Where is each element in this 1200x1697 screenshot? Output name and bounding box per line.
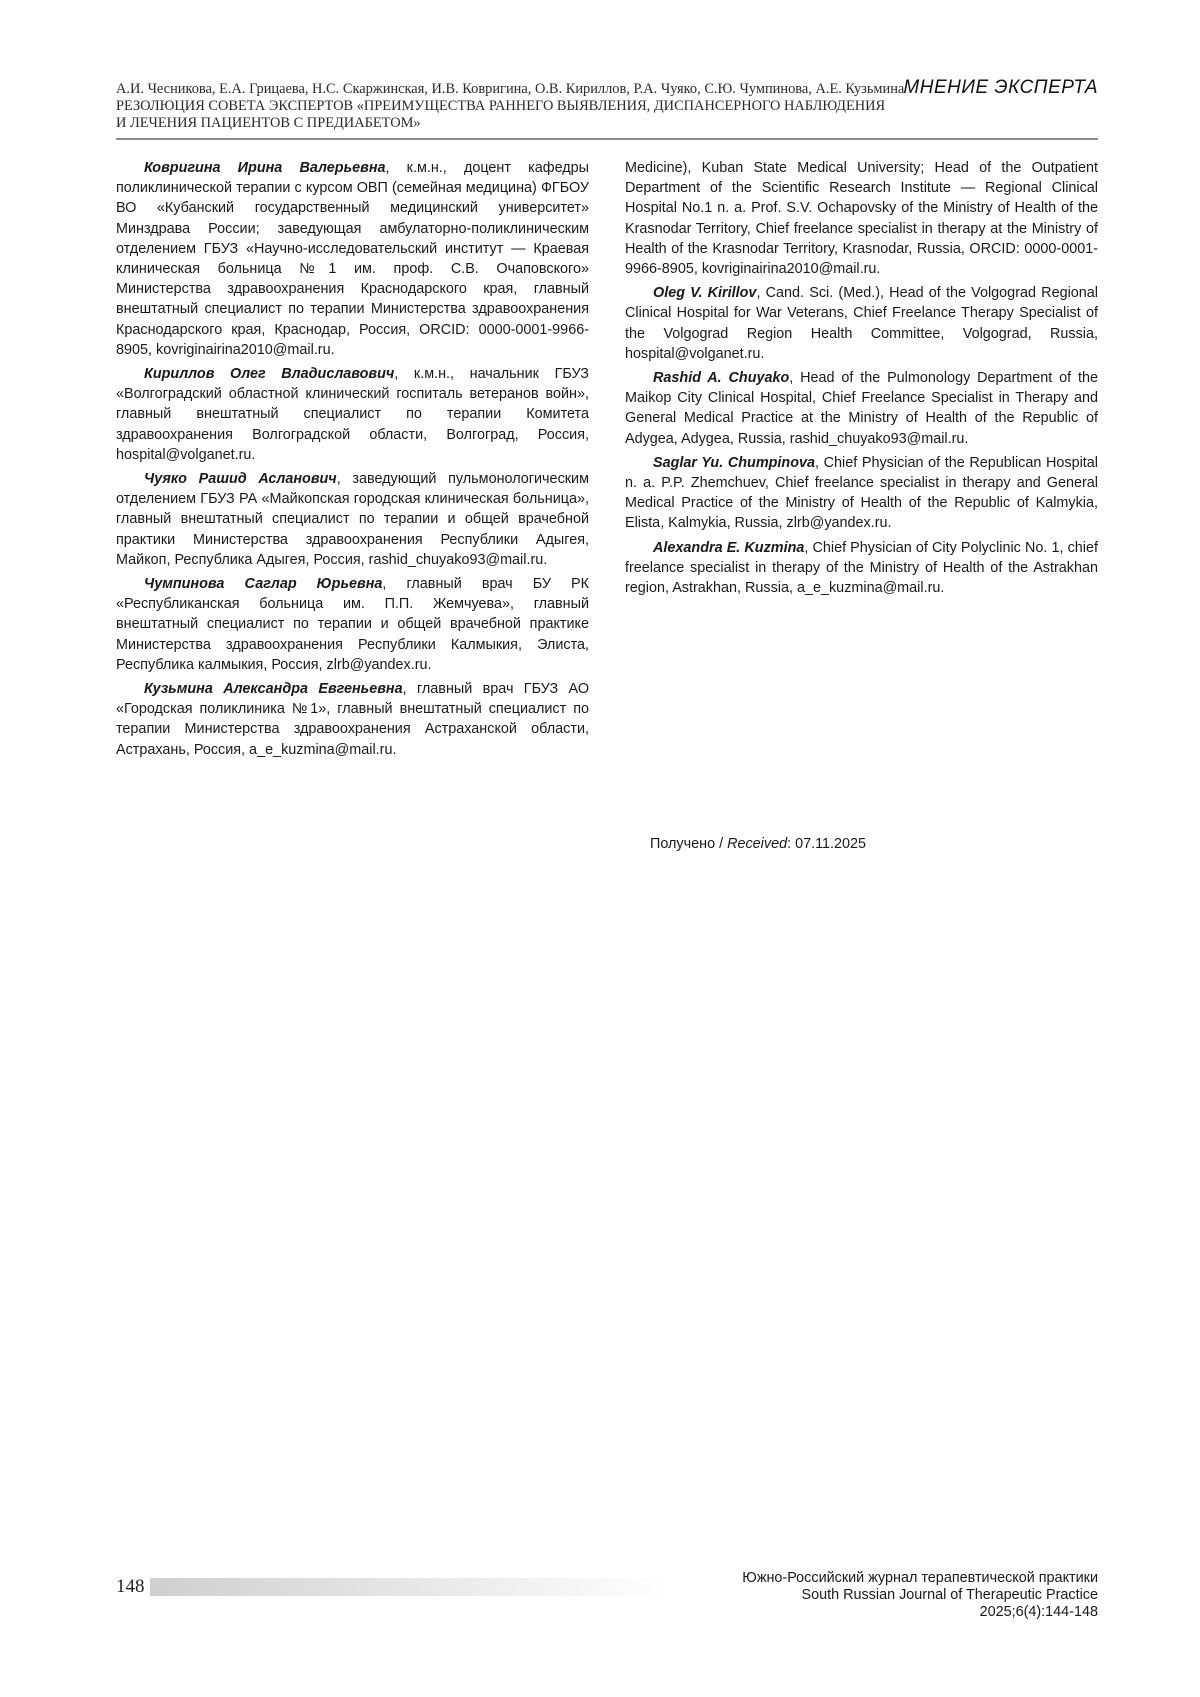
header-article-title xyxy=(116,98,916,132)
author-details: , главный врач ГБУЗ АО «Городская поликлиника №1», главный внештатный специалист по терапии Министерства здравоохранения Астраханской области, Астрахань, Россия, a_e_kuzmina@mail.ru. xyxy=(116,681,590,758)
header-divider xyxy=(116,138,1098,140)
received-label-en: Received xyxy=(727,836,788,852)
received-date xyxy=(650,834,866,854)
author-name: Saglar Yu. Chumpinova xyxy=(653,454,816,471)
author-entry-en xyxy=(625,283,1098,364)
author-name: Чуяко Рашид Асланович xyxy=(144,471,337,488)
author-info-en-column xyxy=(625,158,1098,602)
author-name: Ковригина Ирина Валерьевна xyxy=(144,160,386,176)
author-name: Кириллов Олег Владиславович xyxy=(144,366,395,383)
author-details: , заведующий пульмонологическим отделением ГБУЗ РА «Майкопская городская клиническая больница», главный внештатный специалист по терапии и общей врачебной практики Министерства здравоохранения Республики Адыгея, Майкоп, Республика Адыгея, Россия, rashid_chuyako93@mail.ru. xyxy=(116,471,589,568)
author-entry-ru xyxy=(116,574,589,675)
journal-name-en: South Russian Journal of Therapeutic Practice xyxy=(801,1587,1098,1603)
received-label-ru: Получено xyxy=(650,836,716,852)
author-name: Oleg V. Kirillov xyxy=(653,285,757,302)
header-authors: А.И. Чесникова, Е.А. Грицаева, Н.С. Скаржинская, И.В. Ковригина, О.В. Кириллов, Р.А. Чуяко, С.Ю. Чумпинова, А.Е. Кузьмина xyxy=(116,81,905,97)
section-label: МНЕНИЕ ЭКСПЕРТА xyxy=(903,77,1098,98)
author-entry-ru xyxy=(116,364,589,465)
author-name: Кузьмина Александра Евгеньевна xyxy=(144,681,403,698)
page-number: 148 xyxy=(116,1576,145,1597)
header-title-line-2: И ЛЕЧЕНИЯ ПАЦИЕНТОВ С ПРЕДИАБЕТОМ» xyxy=(116,115,421,131)
author-entry-en xyxy=(625,368,1098,449)
received-separator: / xyxy=(715,836,728,852)
author-name: Чумпинова Саглар Юрьевна xyxy=(144,576,383,593)
author-entry-ru xyxy=(116,158,589,360)
author-details: , Cand. Sci. (Med.), Head of the Volgograd Regional Clinical Hospital for War Veterans, Chief Freelance Therapy Specialist of the Volgograd Region Health Committee, Volgograd, Russia, hospital@volganet.ru. xyxy=(625,285,1098,362)
author-entry-en xyxy=(625,538,1098,599)
author-details: , к.м.н., начальник ГБУЗ «Волгоградский областной клинический госпиталь ветеранов войн», главный внештатный специалист по терапии Комитета здравоохранения Волгоградской области, Волгоград, Россия, hospital@volganet.ru. xyxy=(116,366,589,463)
author-entry-ru xyxy=(116,469,589,570)
footer-gradient-bar xyxy=(150,1578,670,1596)
author-details: , главный врач БУ РК «Республиканская больница им. П.П. Жемчуева», главный внештатный специалист по терапии и общей врачебной практике Министерства здравоохранения Республики Калмыкия, Элиста, Республика калмыкия, Россия, zlrb@yandex.ru. xyxy=(116,576,589,673)
journal-footer xyxy=(742,1570,1098,1621)
author-entry-ru xyxy=(116,679,589,760)
received-date-value: 07.11.2025 xyxy=(795,836,867,852)
author-info-ru-column xyxy=(116,158,589,764)
author-name: Alexandra E. Kuzmina xyxy=(653,539,805,556)
running-header xyxy=(116,77,1098,132)
received-colon: : xyxy=(787,836,796,852)
author-details: , Head of the Pulmonology Department of the Maikop City Clinical Hospital, Chief Freelance Specialist in Therapy and General Medical Practice at the Ministry of Health of the Republic of Adygea, Adygea, Russia, rashid_chuyako93@mail.ru. xyxy=(625,370,1098,447)
author-details: , Chief Physician of City Polyclinic No. 1, chief freelance specialist in therapy of the Ministry of Health of the Astrakhan region, Astrakhan, Russia, a_e_kuzmina@mail.ru. xyxy=(625,539,1098,597)
journal-name-ru: Южно-Российский журнал терапевтической практики xyxy=(742,1570,1098,1586)
author-entry-en-continuation: Medicine), Kuban State Medical University; Head of the Outpatient Department of the Scientific Research Institute — Regional Clinical Hospital No.1 n. a. Prof. S.V. Ochapovsky of the Ministry of Health of the Krasnodar Territory, Chief freelance specialist in therapy at the Ministry of Health of the Krasnodar Territory, Krasnodar, Russia, ORCID: 0000-0001-9966-8905, kovriginairina2010@mail.ru. xyxy=(625,160,1098,278)
author-details: , Chief Physician of the Republican Hospital n. a. P.P. Zhemchuev, Chief freelance specialist in therapy and General Medical Practice of the Ministry of Health of the Republic of Kalmykia, Elista, Kalmykia, Russia, zlrb@yandex.ru. xyxy=(625,454,1099,532)
author-details: , к.м.н., доцент кафедры поликлинической терапии с курсом ОВП (семейная медицина) ФГБОУ ВО «Кубанский государственный медицинский университет» Минздрава России; заведующая амбулаторно-поликлиническим отделением ГБУЗ «Научно-исследовательский институт — Краевая клиническая больница №1 им. проф. С.В. Очаповского» Министерства здравоохранения Краснодарского края, главный внештатный специалист по терапии Министерства здравоохранения Краснодарского края, Краснодар, Россия, ORCID: 0000-0001-9966-8905, kovriginairina2010@mail.ru. xyxy=(116,160,589,358)
header-title-line-1: РЕЗОЛЮЦИЯ СОВЕТА ЭКСПЕРТОВ «ПРЕИМУЩЕСТВА РАННЕГО ВЫЯВЛЕНИЯ, ДИСПАНСЕРНОГО НАБЛЮДЕНИЯ xyxy=(116,98,886,114)
author-name: Rashid A. Chuyako xyxy=(653,370,790,387)
journal-citation: 2025;6(4):144-148 xyxy=(979,1604,1098,1620)
author-entry-en xyxy=(625,453,1098,534)
